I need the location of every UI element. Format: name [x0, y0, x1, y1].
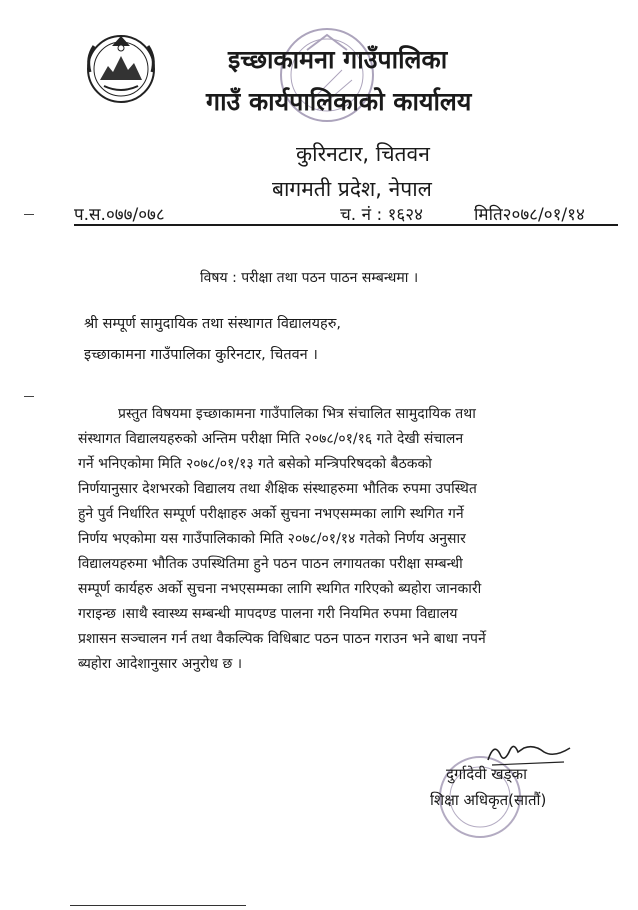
reference-underline — [74, 224, 618, 226]
body-line: निर्णयानुसार देशभरको विद्यालय तथा शैक्षिक संस्थाहरुमा भौतिक रुपमा उपस्थित — [78, 481, 477, 497]
body-line: गराइन्छ ।साथै स्वास्थ्य सम्बन्धी मापदण्ड पालना गरी नियमित रुपमा विद्यालय — [78, 606, 458, 622]
body-line: विद्यालयहरुमा भौतिक उपस्थितिमा हुने पठन पाठन लगायतका परीक्षा सम्बन्धी — [78, 556, 463, 572]
body-line: हुने पुर्व निर्धारित सम्पूर्ण परीक्षाहरु अर्को सुचना नभएसम्मका लागि स्थगित गर्ने — [78, 506, 464, 522]
address-province: बागमती प्रदेश, नेपाल — [272, 177, 432, 201]
office-stamp-top — [272, 10, 382, 144]
body-line: सम्पूर्ण कार्यहरु अर्को सुचना नभएसम्मका लागि स्थगित गरिएको ब्यहोरा जानकारी — [78, 581, 482, 597]
footer-line — [70, 905, 246, 906]
reference-row — [74, 202, 614, 224]
body-line: गर्ने भनिएकोमा मिति २०७८/०१/१३ गते बसेको मन्त्रिपरिषदको बैठकको — [78, 456, 432, 472]
subject-line: विषय : परीक्षा तथा पठन पाठन सम्बन्धमा । — [200, 270, 419, 286]
address-locality: कुरिनटार, चितवन — [296, 142, 430, 166]
letter-number: प.स.०७७/०७८ — [74, 205, 165, 225]
body-line: ब्यहोरा आदेशानुसार अनुरोध छ । — [78, 656, 243, 672]
recipient-line: इच्छाकामना गाउँपालिका कुरिनटार, चितवन । — [84, 347, 318, 363]
office-subtitle: गाउँ कार्यपालिकाको कार्यालय — [206, 87, 472, 116]
margin-mark — [24, 214, 34, 215]
office-name: इच्छाकामना गाउँपालिका — [228, 45, 448, 74]
body-line: प्रस्तुत विषयमा इच्छाकामना गाउँपालिका भित्र संचालित सामुदायिक तथा — [118, 406, 476, 422]
margin-mark — [24, 396, 34, 397]
signatory-name: दुर्गादेवी खड्का — [446, 765, 527, 783]
recipient-line: श्री सम्पूर्ण सामुदायिक तथा संस्थागत विद्यालयहरु, — [84, 316, 342, 332]
dispatch-number: च. नं : १६२४ — [340, 205, 423, 225]
body-line: प्रशासन सञ्चालन गर्न तथा वैकल्पिक विधिबाट पठन पाठन गराउन भने बाधा नपर्ने — [78, 631, 486, 647]
body-line: संस्थागत विद्यालयहरुको अन्तिम परीक्षा मिति २०७८/०१/१६ गते देखी संचालन — [78, 431, 464, 447]
signatory-title: शिक्षा अधिकृत(सातौं) — [430, 791, 547, 809]
government-emblem — [82, 28, 160, 110]
body-line: निर्णय भएकोमा यस गाउँपालिकाको मिति २०७८/०१/१४ गतेको निर्णय अनुसार — [78, 531, 466, 547]
letter-date: मिति२०७८/०१/१४ — [474, 205, 585, 225]
letter-body — [78, 402, 614, 677]
